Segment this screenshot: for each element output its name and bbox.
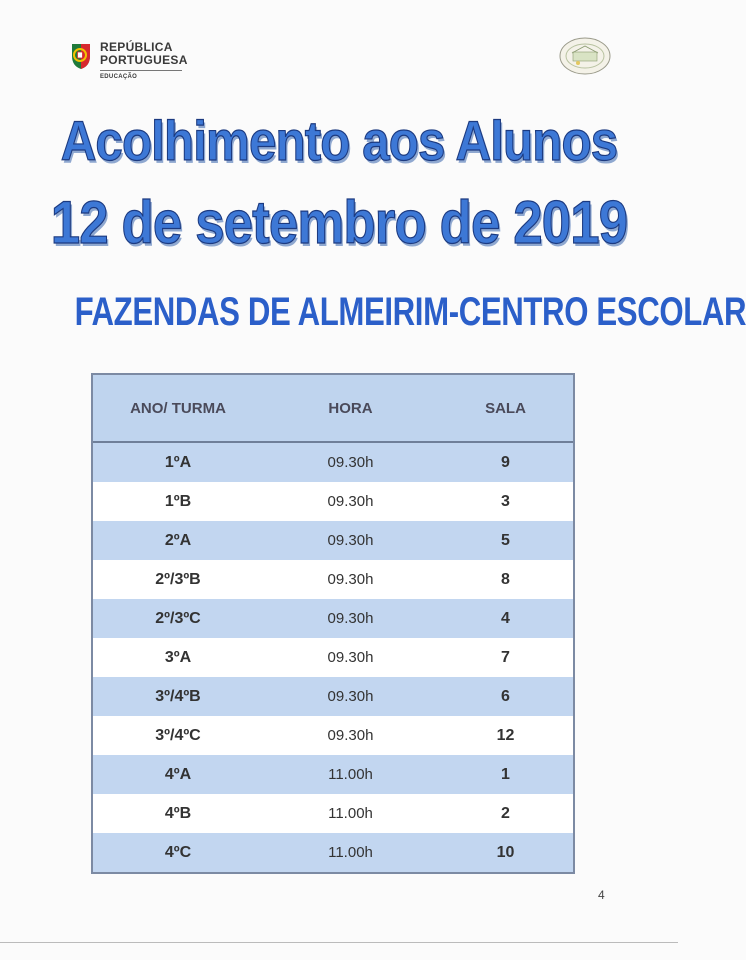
table-row [93, 833, 573, 872]
schedule-table [91, 373, 575, 874]
portugal-emblem-icon [68, 40, 94, 70]
cell-sala: 3 [501, 492, 510, 510]
cell-turma: 4ºB [164, 804, 192, 822]
cell-turma: 4ºC [164, 843, 192, 861]
school-name: FAZENDAS DE ALMEIRIM-CENTRO ESCOLAR [74, 290, 746, 334]
logo-divider [100, 70, 182, 71]
cell-sala: 1 [501, 765, 510, 783]
table-header [93, 375, 573, 443]
table-row [93, 560, 573, 599]
cell-sala: 5 [501, 531, 510, 549]
table-row [93, 599, 573, 638]
cell-hora: 09.30h [327, 688, 374, 705]
table-row [93, 755, 573, 794]
cell-turma: 3º/4ºC [155, 726, 201, 744]
cell-hora: 09.30h [327, 454, 374, 471]
table-row [93, 638, 573, 677]
cell-turma: 1ºA [164, 453, 192, 471]
logo-text-republica: REPÚBLICA [100, 40, 173, 54]
cell-turma: 1ºB [164, 492, 192, 510]
cell-turma: 2º/3ºC [155, 609, 201, 627]
cell-sala: 6 [501, 687, 510, 705]
school-seal-icon [558, 36, 612, 76]
cell-sala: 10 [496, 843, 515, 861]
cell-sala: 2 [501, 804, 510, 822]
header-hora: HORA [328, 399, 373, 417]
table-row [93, 794, 573, 833]
footer-divider [0, 942, 678, 943]
cell-hora: 09.30h [327, 571, 374, 588]
cell-turma: 2º/3ºB [155, 570, 201, 588]
table-row [93, 716, 573, 755]
cell-turma: 3ºA [164, 648, 192, 666]
cell-sala: 7 [501, 648, 510, 666]
cell-hora: 11.00h [328, 844, 373, 861]
cell-hora: 09.30h [327, 610, 374, 627]
cell-sala: 8 [501, 570, 510, 588]
table-row [93, 443, 573, 482]
cell-turma: 2ºA [164, 531, 192, 549]
header-ano-turma: ANO/ TURMA [130, 399, 226, 417]
header-sala: SALA [485, 399, 526, 417]
table-row [93, 677, 573, 716]
cell-turma: 4ºA [164, 765, 192, 783]
cell-hora: 09.30h [327, 493, 374, 510]
cell-sala: 9 [501, 453, 510, 471]
cell-sala: 12 [496, 726, 515, 744]
cell-hora: 09.30h [327, 727, 374, 744]
page-number: 4 [598, 888, 605, 902]
cell-sala: 4 [501, 609, 510, 627]
table-row [93, 521, 573, 560]
cell-hora: 11.00h [328, 766, 373, 783]
table-row [93, 482, 573, 521]
cell-hora: 09.30h [327, 532, 374, 549]
cell-hora: 09.30h [327, 649, 374, 666]
cell-turma: 3º/4ºB [155, 687, 201, 705]
cell-hora: 11.00h [328, 805, 373, 822]
logo-text-portuguesa: PORTUGUESA [100, 53, 188, 67]
page-title: Acolhimento aos Alunos [60, 109, 618, 172]
page-date: 12 de setembro de 2019 [50, 189, 628, 256]
republica-portuguesa-logo [68, 38, 218, 98]
logo-text-educacao: EDUCAÇÃO [100, 74, 138, 80]
